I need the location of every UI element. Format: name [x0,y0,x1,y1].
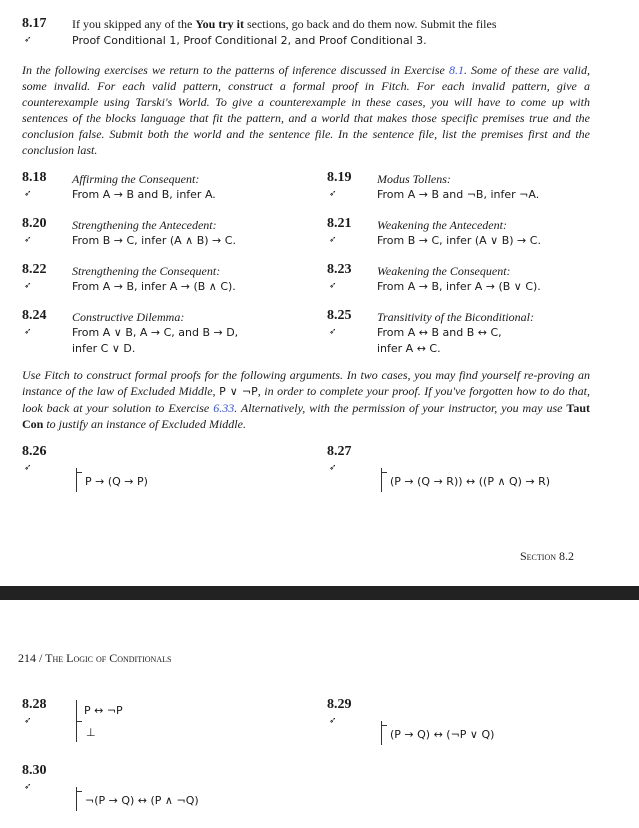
pencil-icon: ➶ [24,463,32,473]
proof-conclusion: ¬(P → Q) ↔ (P ∧ ¬Q) [85,794,199,807]
page-divider [0,586,639,600]
intro-paragraph [22,62,590,158]
exercise-name: Strengthening the Consequent: [72,264,221,278]
proof-premise: P ↔ ¬P [84,704,123,717]
exercise-number: 8.25 [327,308,352,323]
exercise-name: Transitivity of the Biconditional: [377,310,534,324]
pencil-icon: ➶ [24,189,32,199]
exercise-number: 8.17 [22,16,47,31]
proof-conclusion: (P → Q) ↔ (¬P ∨ Q) [390,728,495,741]
para-text: Use Fitch to construct formal proofs for the following arguments. In two cases, you may find yourself re-proving an instance of the law of Excluded Middle, [22,368,590,398]
excluded-middle-formula: P ∨ ¬P [219,385,258,398]
exercise-pattern: From A → B and B, infer A. [72,188,216,201]
exercise-number: 8.23 [327,262,352,277]
exercise-number: 8.27 [327,444,352,459]
para-text: . Alternatively, with the permission of your instructor, you may use [234,401,567,415]
pencil-icon: ➶ [329,463,337,473]
exercise-number: 8.22 [22,262,47,277]
fitch-premise-line [76,472,82,473]
pencil-icon: ➶ [329,716,337,726]
exercise-pattern-cont: infer A ↔ C. [377,342,441,355]
exercise-pattern: From B → C, infer (A ∧ B) → C. [72,234,236,247]
fitch-premise-line [381,472,387,473]
para-text: . Some of these are valid, some invalid. For each valid pattern, construct a formal proof in Fitch. For each invalid pattern, give a counterexample using Tarski's World. To give a counterexample in these cases, you will have to come up with sentences of the blocks language that fit the pattern, and a world that makes those specific premises true and the conclusion false. Submit both the world and the sentence file. In the sentence file, list the premises first and the conclusion last. [22,63,590,157]
exercise-number: 8.28 [22,697,47,712]
exercise-link[interactable]: 8.1 [448,63,464,77]
exercise-name: Constructive Dilemma: [72,310,185,324]
pencil-icon: ➶ [24,716,32,726]
exercise-number: 8.18 [22,170,47,185]
exercise-pattern-cont: infer C ∨ D. [72,342,136,355]
exercise-files: Proof Conditional 1, Proof Conditional 2, and Proof Conditional 3. [72,34,427,47]
exercise-number: 8.29 [327,697,352,712]
exercise-name: Modus Tollens: [377,172,451,186]
exercise-name: Affirming the Consequent: [72,172,200,186]
exercise-pattern: From A → B and ¬B, infer ¬A. [377,188,540,201]
taut-con: Taut Con [22,401,590,431]
proof-conclusion: (P → (Q → R)) ↔ ((P ∧ Q) → R) [390,475,551,488]
para-text: to justify an instance of Excluded Middle. [43,417,246,431]
fitch-premise-line [76,721,82,722]
exercise-pattern: From B → C, infer (A ∨ B) → C. [377,234,541,247]
exercise-number: 8.30 [22,763,47,778]
proof-conclusion: ⊥ [86,726,96,739]
pencil-icon: ➶ [329,235,337,245]
pencil-icon: ➶ [24,327,32,337]
exercise-name: Weakening the Consequent: [377,264,511,278]
fitch-paragraph [22,367,590,432]
exercise-number: 8.24 [22,308,47,323]
exercise-pattern: From A → B, infer A → (B ∧ C). [72,280,236,293]
fitch-premise-line [76,791,82,792]
para-text: , in order to complete your proof. If you've forgotten how to do that, look back at your solution to Exercise [22,384,590,415]
text-part: If you skipped any of the [72,17,196,31]
exercise-number: 8.20 [22,216,47,231]
pencil-icon: ➶ [329,327,337,337]
text-part: sections, go back and do them now. Submit the files [243,17,497,31]
page-header: 214 / The Logic of Conditionals [18,651,172,665]
para-text: In the following exercises we return to the patterns of inference discussed in Exercise [22,63,449,77]
pencil-icon: ➶ [329,281,337,291]
pencil-icon: ➶ [24,35,32,45]
exercise-number: 8.26 [22,444,47,459]
exercise-name: Weakening the Antecedent: [377,218,507,232]
section-footer: Section 8.2 [520,549,575,563]
exercise-text [72,17,602,32]
exercise-number: 8.19 [327,170,352,185]
exercise-pattern: From A → B, infer A → (B ∨ C). [377,280,541,293]
exercise-link[interactable]: 6.33 [213,401,235,415]
pencil-icon: ➶ [24,281,32,291]
fitch-premise-line [381,725,387,726]
pencil-icon: ➶ [329,189,337,199]
exercise-number: 8.21 [327,216,352,231]
pencil-icon: ➶ [24,782,32,792]
exercise-pattern: From A ↔ B and B ↔ C, [377,326,502,339]
proof-conclusion: P → (Q → P) [85,475,148,488]
exercise-name: Strengthening the Antecedent: [72,218,217,232]
text-bold: You try it [195,17,244,31]
pencil-icon: ➶ [24,235,32,245]
exercise-pattern: From A ∨ B, A → C, and B → D, [72,326,239,339]
